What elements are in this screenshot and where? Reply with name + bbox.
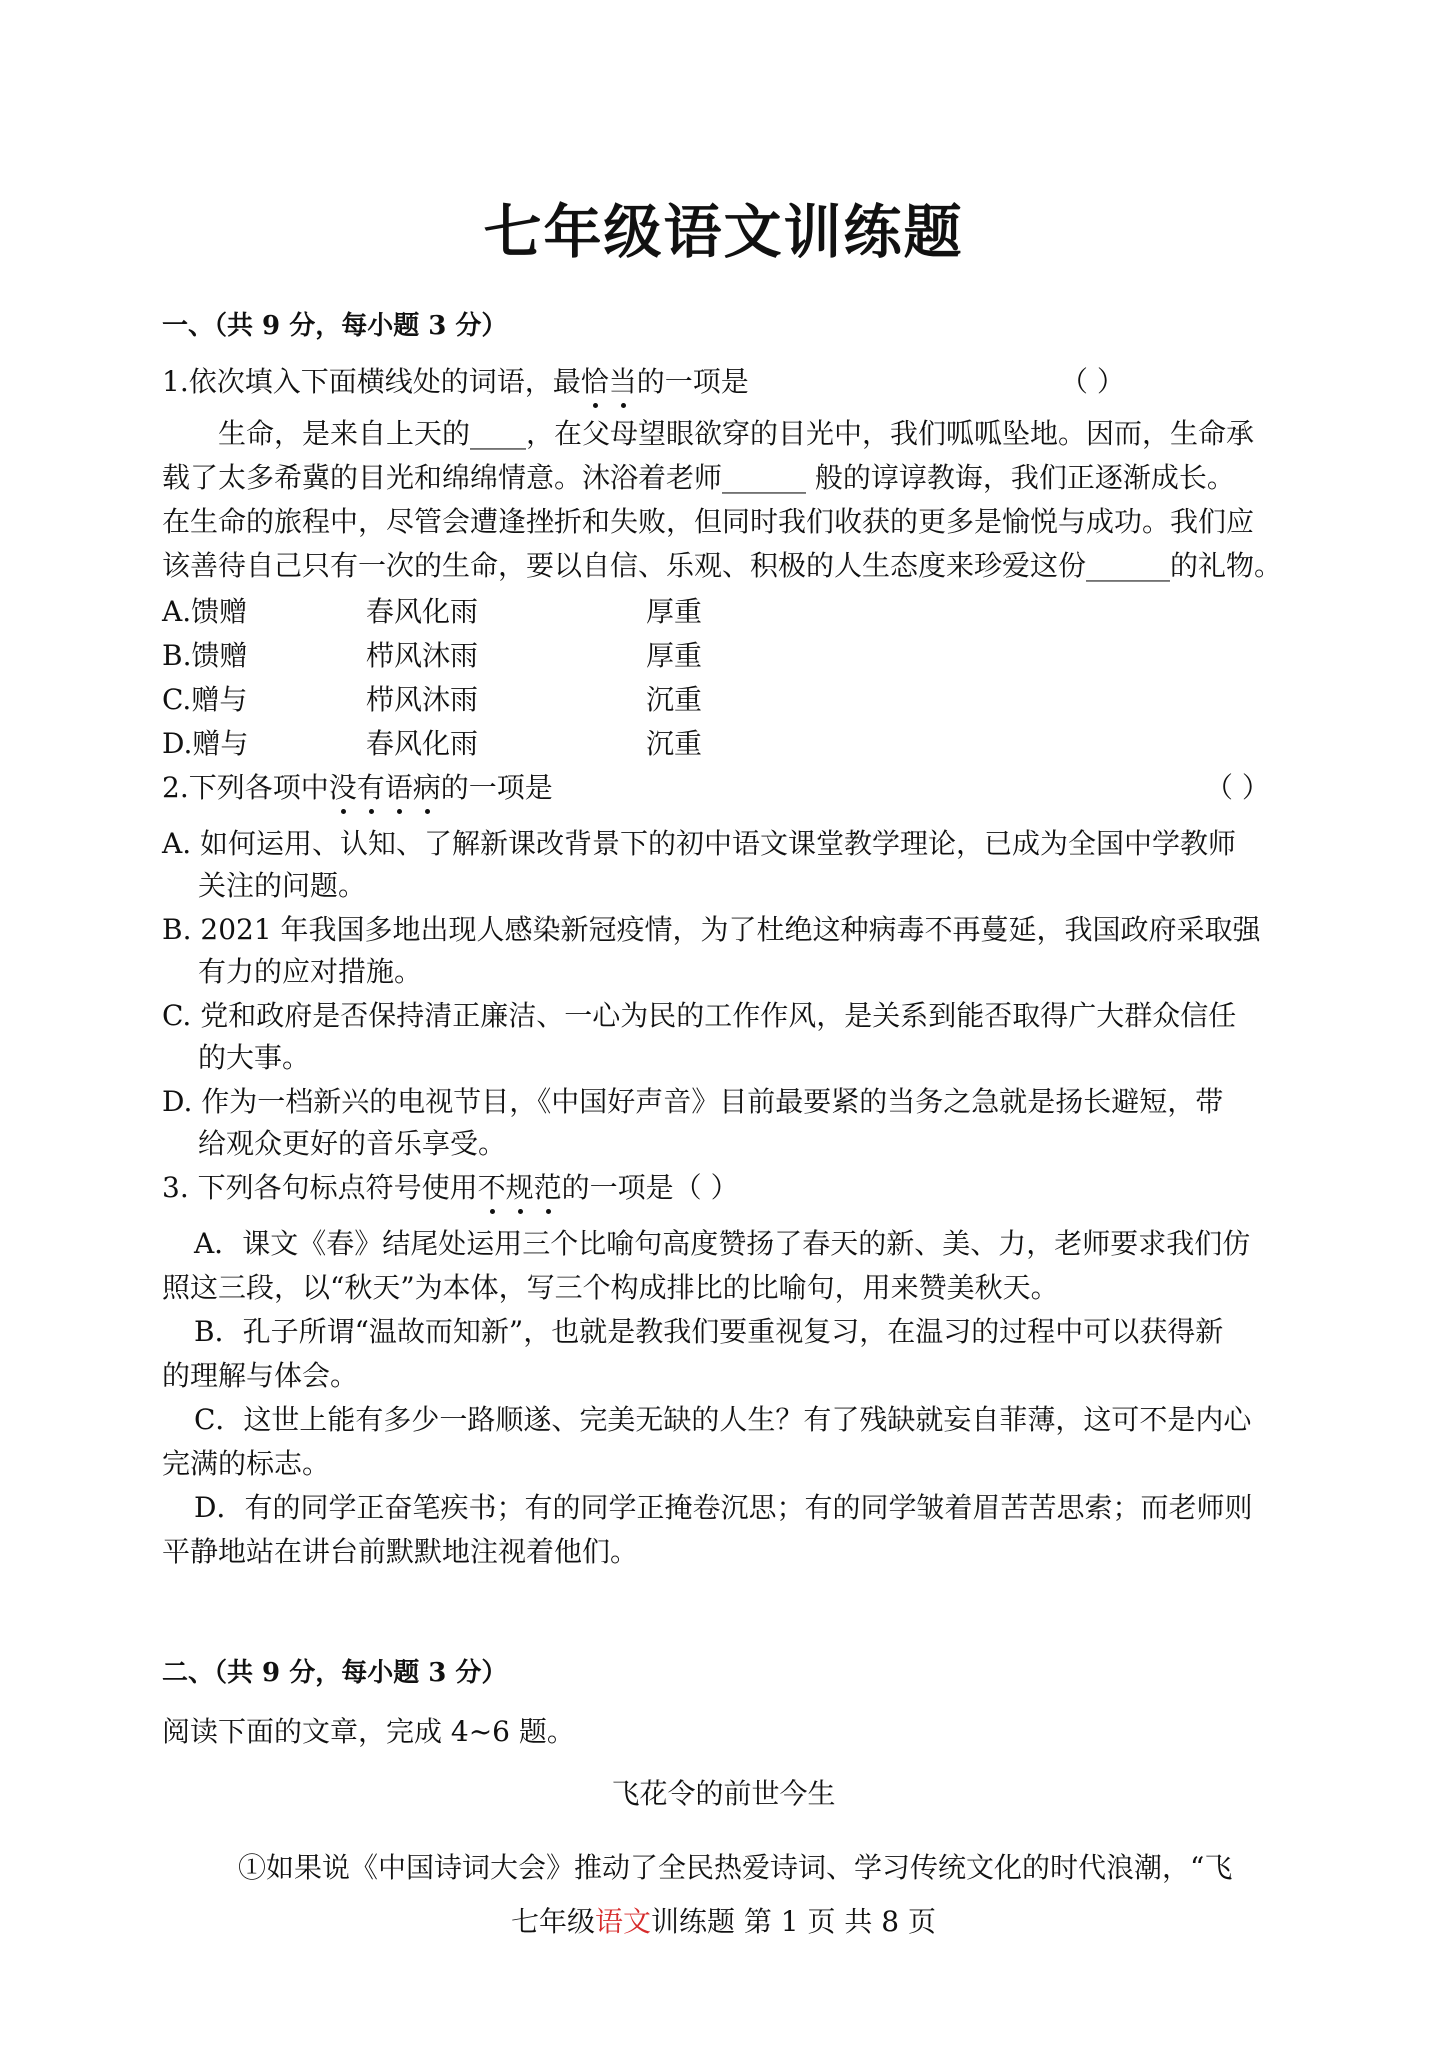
passage-line: 该善待自己只有一次的生命，要以自信、乐观、积极的人生态度来珍爱这份______的礼物。 (162, 549, 1283, 582)
option-c-line2: 完满的标志。 (162, 1447, 331, 1480)
option-d-word3: 沉重 (646, 727, 703, 760)
option-a-line1: A. 如何运用、认知、了解新课改背景下的初中语文课堂教学理论，已成为全国中学教师 (162, 827, 1237, 860)
option-c-word3: 沉重 (646, 683, 703, 716)
footer-text: 训练题 第 1 页 共 8 页 (650, 1905, 937, 1938)
option-b-word3: 厚重 (646, 639, 703, 672)
option-c-word2: 栉风沐雨 (366, 683, 479, 716)
article-title: 飞花令的前世今生 (611, 1777, 836, 1810)
emphasis-char: 有 (357, 766, 385, 806)
article-paragraph-1: ①如果说《中国诗词大会》推动了全民热爱诗词、学习传统文化的时代浪潮，“飞 (238, 1851, 1233, 1884)
stem-text: 1.依次填入下面横线处的词语，最 (162, 365, 581, 398)
stem-text: 3. 下列各句标点符号使用 (162, 1171, 478, 1204)
answer-blank: （ ） (1060, 365, 1125, 398)
stem-text: 的一项是 (440, 771, 553, 804)
section-1-heading: 一、（共 9 分，每小题 3 分） (162, 311, 508, 341)
option-d-line1: D. 作为一档新兴的电视节目，《中国好声音》目前最要紧的当务之急就是扬长避短，带 (162, 1085, 1224, 1118)
option-b-line2: 有力的应对措施。 (198, 955, 423, 988)
passage-line: 载了太多希冀的目光和绵绵情意。沐浴着老师______ 般的谆谆教诲，我们正逐渐成长。 (162, 461, 1235, 494)
emphasis-char: 语 (385, 766, 413, 806)
section-2-heading: 二、（共 9 分，每小题 3 分） (162, 1658, 508, 1688)
emphasis-char: 不 (478, 1166, 506, 1206)
option-d-line2: 给观众更好的音乐享受。 (198, 1127, 507, 1160)
footer-text-highlight: 语文 (594, 1905, 651, 1938)
option-d-line2: 平静地站在讲台前默默地注视着他们。 (162, 1535, 639, 1568)
option-b-word2: 栉风沐雨 (366, 639, 479, 672)
question-1-stem (162, 360, 749, 400)
option-a-line2: 照这三段，以“秋天”为本体，写三个构成排比的比喻句，用来赞美秋天。 (162, 1271, 1059, 1304)
page-title: 七年级语文训练题 (483, 198, 964, 266)
stem-text: 的一项是（ ） (561, 1171, 739, 1204)
option-a-label: A.馈赠 (162, 595, 248, 628)
emphasis-char: 范 (534, 1166, 562, 1206)
option-b-label: B.馈赠 (162, 639, 248, 672)
footer-text: 七年级 (510, 1905, 595, 1938)
option-d-word2: 春风化雨 (366, 727, 479, 760)
stem-text: 2.下列各项中 (162, 771, 329, 804)
option-c-label: C.赠与 (162, 683, 248, 716)
option-c-line1: C. 党和政府是否保持清正廉洁、一心为民的工作作风，是关系到能否取得广大群众信任 (162, 999, 1237, 1032)
passage-line: 在生命的旅程中，尽管会遭逢挫折和失败，但同时我们收获的更多是愉悦与成功。我们应 (162, 505, 1255, 538)
emphasis-char: 当 (609, 360, 637, 400)
option-c-line1: C．这世上能有多少一路顺遂、完美无缺的人生？有了残缺就妄自菲薄，这可不是内心 (194, 1403, 1252, 1436)
emphasis-char: 没 (329, 766, 357, 806)
stem-text: 的一项是 (636, 365, 749, 398)
answer-blank: （ ） (1205, 771, 1270, 804)
option-a-word3: 厚重 (646, 595, 703, 628)
option-b-line1: B. 2021 年我国多地出现人感染新冠疫情，为了杜绝这种病毒不再蔓延，我国政府采取强 (162, 913, 1261, 946)
option-b-line1: B．孔子所谓“温故而知新”，也就是教我们要重视复习，在温习的过程中可以获得新 (194, 1315, 1224, 1348)
option-a-word2: 春风化雨 (366, 595, 479, 628)
emphasis-char: 病 (413, 766, 441, 806)
option-c-line2: 的大事。 (198, 1041, 311, 1074)
reading-instruction: 阅读下面的文章，完成 4~6 题。 (162, 1715, 575, 1748)
option-d-label: D.赠与 (162, 727, 249, 760)
emphasis-char: 恰 (581, 360, 609, 400)
page-footer (0, 1900, 1447, 1940)
option-d-line1: D．有的同学正奋笔疾书；有的同学正掩卷沉思；有的同学皱着眉苦苦思索；而老师则 (194, 1491, 1253, 1524)
passage-line: 生命，是来自上天的____，在父母望眼欲穿的目光中，我们呱呱坠地。因而，生命承 (218, 417, 1255, 450)
question-2-stem (162, 766, 553, 806)
question-3-stem (162, 1166, 739, 1206)
emphasis-text (478, 1171, 562, 1204)
option-b-line2: 的理解与体会。 (162, 1359, 359, 1392)
emphasis-text (329, 771, 441, 804)
option-a-line2: 关注的问题。 (198, 869, 367, 902)
emphasis-char: 规 (506, 1166, 534, 1206)
emphasis-text (581, 365, 637, 398)
option-a-line1: A．课文《春》结尾处运用三个比喻句高度赞扬了春天的新、美、力，老师要求我们仿 (194, 1227, 1251, 1260)
